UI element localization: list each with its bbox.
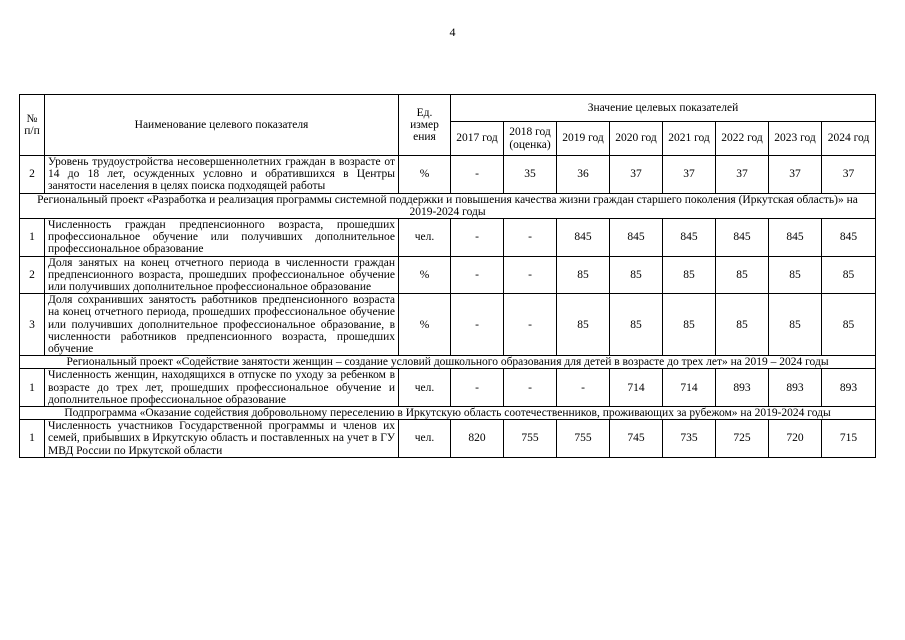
value-cell: 85 <box>663 294 716 356</box>
header-year: 2020 год <box>610 122 663 156</box>
value-cell: 85 <box>822 294 876 356</box>
value-cell: - <box>504 369 557 407</box>
section-title: Подпрограмма «Оказание содействия добровольному переселению в Иркутскую область соотечественников, проживающих за рубежом» на 2019-2024 годы <box>20 407 876 420</box>
value-cell: 37 <box>822 156 876 194</box>
value-cell: 893 <box>716 369 769 407</box>
value-cell: 845 <box>822 219 876 257</box>
header-num: № п/п <box>20 95 45 156</box>
value-cell: 85 <box>716 294 769 356</box>
table-body <box>20 156 876 458</box>
header-year: 2018 год (оценка) <box>504 122 557 156</box>
header-year: 2023 год <box>769 122 822 156</box>
value-cell: - <box>451 156 504 194</box>
indicator-name: Уровень трудоустройства несовершеннолетних граждан в возрасте от 14 до 18 лет, осужденных условно и обратившихся в Центры занятости населения в целях поиска подходящей работы <box>45 156 399 194</box>
row-num: 2 <box>20 156 45 194</box>
table-row <box>20 256 876 294</box>
value-cell: 85 <box>610 294 663 356</box>
value-cell: 755 <box>557 420 610 458</box>
section-row <box>20 407 876 420</box>
header-name: Наименование целевого показателя <box>45 95 399 156</box>
value-cell: 85 <box>557 294 610 356</box>
value-cell: 755 <box>504 420 557 458</box>
indicator-name: Доля сохранивших занятость работников предпенсионного возраста на конец отчетного периода, прошедших профессиональное обучение или получивших дополнительное профессиональное образование, в численности работников предпенсионного возраста, прошедших обучение <box>45 294 399 356</box>
value-cell: 725 <box>716 420 769 458</box>
value-cell: 735 <box>663 420 716 458</box>
value-cell: 37 <box>663 156 716 194</box>
row-num: 1 <box>20 369 45 407</box>
table-row <box>20 420 876 458</box>
value-cell: 893 <box>769 369 822 407</box>
value-cell: 37 <box>769 156 822 194</box>
unit-cell: чел. <box>399 219 451 257</box>
section-row <box>20 356 876 369</box>
unit-cell: % <box>399 294 451 356</box>
value-cell: 37 <box>610 156 663 194</box>
value-cell: - <box>504 256 557 294</box>
header-year: 2021 год <box>663 122 716 156</box>
header-year: 2024 год <box>822 122 876 156</box>
value-cell: 85 <box>610 256 663 294</box>
value-cell: - <box>557 369 610 407</box>
value-cell: 35 <box>504 156 557 194</box>
value-cell: 715 <box>822 420 876 458</box>
value-cell: 845 <box>663 219 716 257</box>
value-cell: - <box>504 294 557 356</box>
header-unit: Ед. измер ения <box>399 95 451 156</box>
indicator-name: Численность женщин, находящихся в отпуске по уходу за ребенком в возрасте до трех лет, прошедших профессиональное обучение и дополнительное профессиональное образование <box>45 369 399 407</box>
value-cell: 36 <box>557 156 610 194</box>
value-cell: 85 <box>557 256 610 294</box>
indicator-name: Доля занятых на конец отчетного периода в численности граждан предпенсионного возраста, прошедших профессиональное обучение или получивших дополнительное профессиональное образование <box>45 256 399 294</box>
value-cell: - <box>451 369 504 407</box>
table-row <box>20 294 876 356</box>
value-cell: - <box>451 256 504 294</box>
targets-table <box>19 94 876 458</box>
unit-cell: чел. <box>399 420 451 458</box>
row-num: 1 <box>20 420 45 458</box>
value-cell: 893 <box>822 369 876 407</box>
value-cell: 85 <box>769 294 822 356</box>
value-cell: - <box>504 219 557 257</box>
indicator-name: Численность участников Государственной программы и членов их семей, прибывших в Иркутскую область и поставленных на учет в ГУ МВД России по Иркутской области <box>45 420 399 458</box>
value-cell: 845 <box>716 219 769 257</box>
value-cell: 714 <box>663 369 716 407</box>
indicator-name: Численность граждан предпенсионного возраста, прошедших профессиональное обучение или получивших дополнительное профессиональное образование <box>45 219 399 257</box>
value-cell: 714 <box>610 369 663 407</box>
section-title: Региональный проект «Разработка и реализация программы системной поддержки и повышения качества жизни граждан старшего поколения (Иркутская область)» на 2019-2024 годы <box>20 193 876 218</box>
value-cell: 745 <box>610 420 663 458</box>
header-values-title: Значение целевых показателей <box>451 95 876 122</box>
header-year: 2022 год <box>716 122 769 156</box>
row-num: 1 <box>20 219 45 257</box>
value-cell: 720 <box>769 420 822 458</box>
value-cell: - <box>451 294 504 356</box>
value-cell: - <box>451 219 504 257</box>
table-row <box>20 369 876 407</box>
unit-cell: % <box>399 156 451 194</box>
table-row <box>20 219 876 257</box>
value-cell: 845 <box>557 219 610 257</box>
value-cell: 37 <box>716 156 769 194</box>
unit-cell: % <box>399 256 451 294</box>
section-row <box>20 193 876 218</box>
value-cell: 85 <box>716 256 769 294</box>
page-number: 4 <box>449 25 456 39</box>
row-num: 2 <box>20 256 45 294</box>
value-cell: 845 <box>610 219 663 257</box>
table-row <box>20 156 876 194</box>
section-title: Региональный проект «Содействие занятости женщин – создание условий дошкольного образования для детей в возрасте до трех лет» на 2019 – 2024 годы <box>20 356 876 369</box>
value-cell: 85 <box>663 256 716 294</box>
value-cell: 820 <box>451 420 504 458</box>
header-year: 2019 год <box>557 122 610 156</box>
row-num: 3 <box>20 294 45 356</box>
unit-cell: чел. <box>399 369 451 407</box>
value-cell: 845 <box>769 219 822 257</box>
value-cell: 85 <box>822 256 876 294</box>
value-cell: 85 <box>769 256 822 294</box>
header-year: 2017 год <box>451 122 504 156</box>
